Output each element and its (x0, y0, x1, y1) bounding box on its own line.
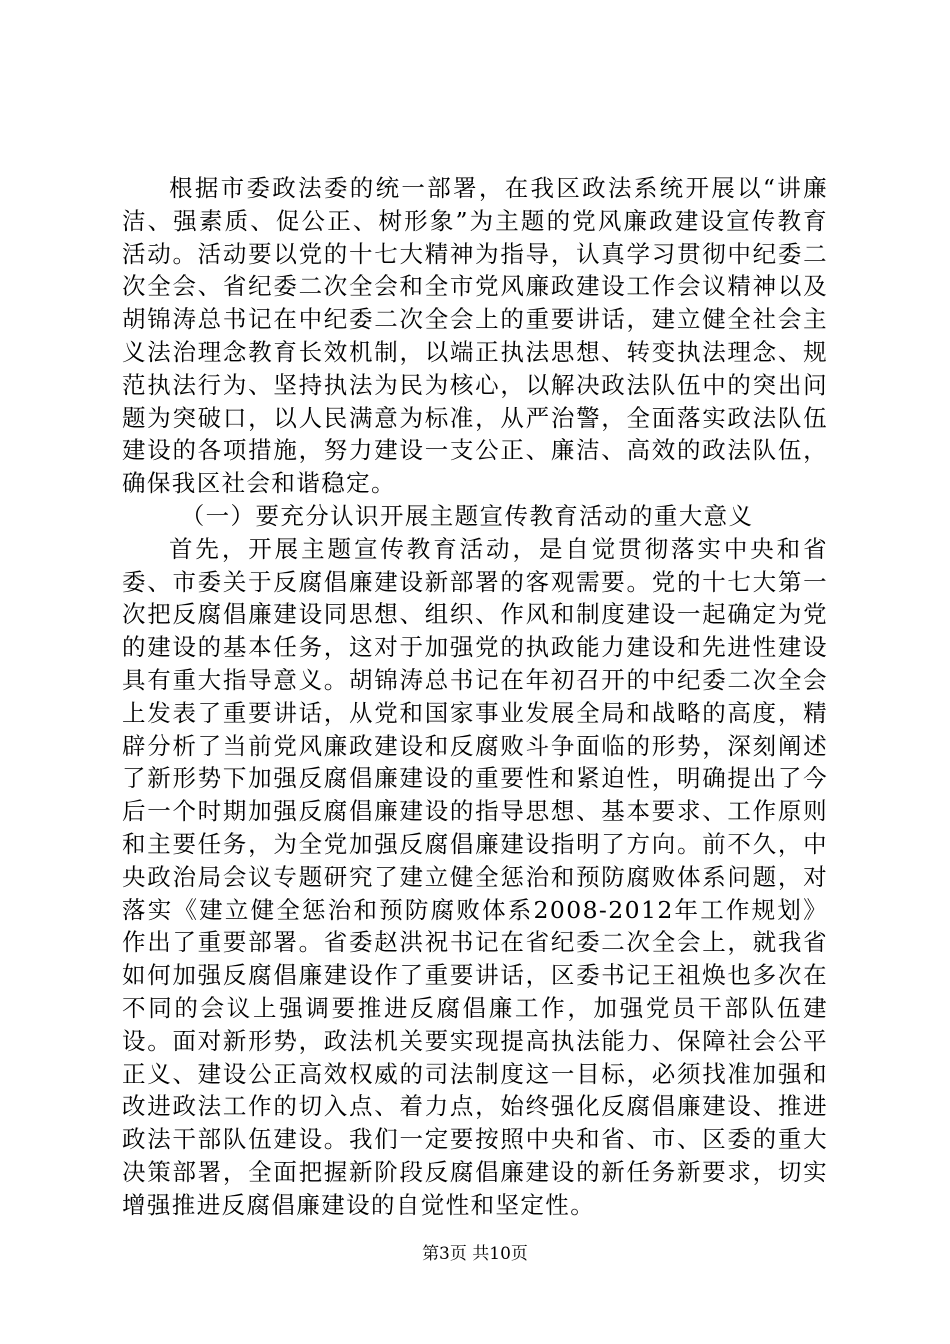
page-number-footer: 第3页 共10页 (422, 1244, 528, 1264)
body-paragraph-1: 根据市委政法委的统一部署，在我区政法系统开展以“讲廉洁、强素质、促公正、树形象”为主题的党风廉政建设宣传教育活动。活动要以党的十七大精神为指导，认真学习贯彻中纪委二次全会、省纪委二次全会和全市党风廉政建设工作会议精神以及胡锦涛总书记在中纪委二次全会上的重要讲话，建立健全社会主义法治理念教育长效机制，以端正执法思想、转变执法理念、规范执法行为、坚持执法为民为核心，以解决政法队伍中的突出问题为突破口，以人民满意为标准，从严治警，全面落实政法队伍建设的各项措施，努力建设一支公正、廉洁、高效的政法队伍，确保我区社会和谐稳定。 (122, 174, 828, 498)
body-paragraph-2: 首先，开展主题宣传教育活动，是自觉贯彻落实中央和省委、市委关于反腐倡廉建设新部署的客观需要。党的十七大第一次把反腐倡廉建设同思想、组织、作风和制度建设一起确定为党的建设的基本任务，这对于加强党的执政能力建设和先进性建设具有重大指导意义。胡锦涛总书记在年初召开的中纪委二次全会上发表了重要讲话，从党和国家事业发展全局和战略的高度，精辟分析了当前党风廉政建设和反腐败斗争面临的形势，深刻阐述了新形势下加强反腐倡廉建设的重要性和紧迫性，明确提出了今后一个时期加强反腐倡廉建设的指导思想、基本要求、工作原则和主要任务，为全党加强反腐倡廉建设指明了方向。前不久，中央政治局会议专题研究了建立健全惩治和预防腐败体系问题，对落实《建立健全惩治和预防腐败体系2008-2012年工作规划》作出了重要部署。省委赵洪祝书记在省纪委二次全会上，就我省如何加强反腐倡廉建设作了重要讲话，区委书记王祖焕也多次在不同的会议上强调要推进反腐倡廉工作，加强党员干部队伍建设。面对新形势，政法机关要实现提高执法能力、保障社会公平正义、建设公正高效权威的司法制度这一目标，必须找准加强和改进政法工作的切入点、着力点，始终强化反腐倡廉建设、推进政法干部队伍建设。我们一定要按照中央和省、市、区委的重大决策部署，全面把握新阶段反腐倡廉建设的新任务新要求，切实增强推进反腐倡廉建设的自觉性和坚定性。 (122, 534, 828, 1219)
document-body (122, 172, 828, 1222)
section-heading: （一）要充分认识开展主题宣传教育活动的重大意义 (180, 501, 754, 530)
